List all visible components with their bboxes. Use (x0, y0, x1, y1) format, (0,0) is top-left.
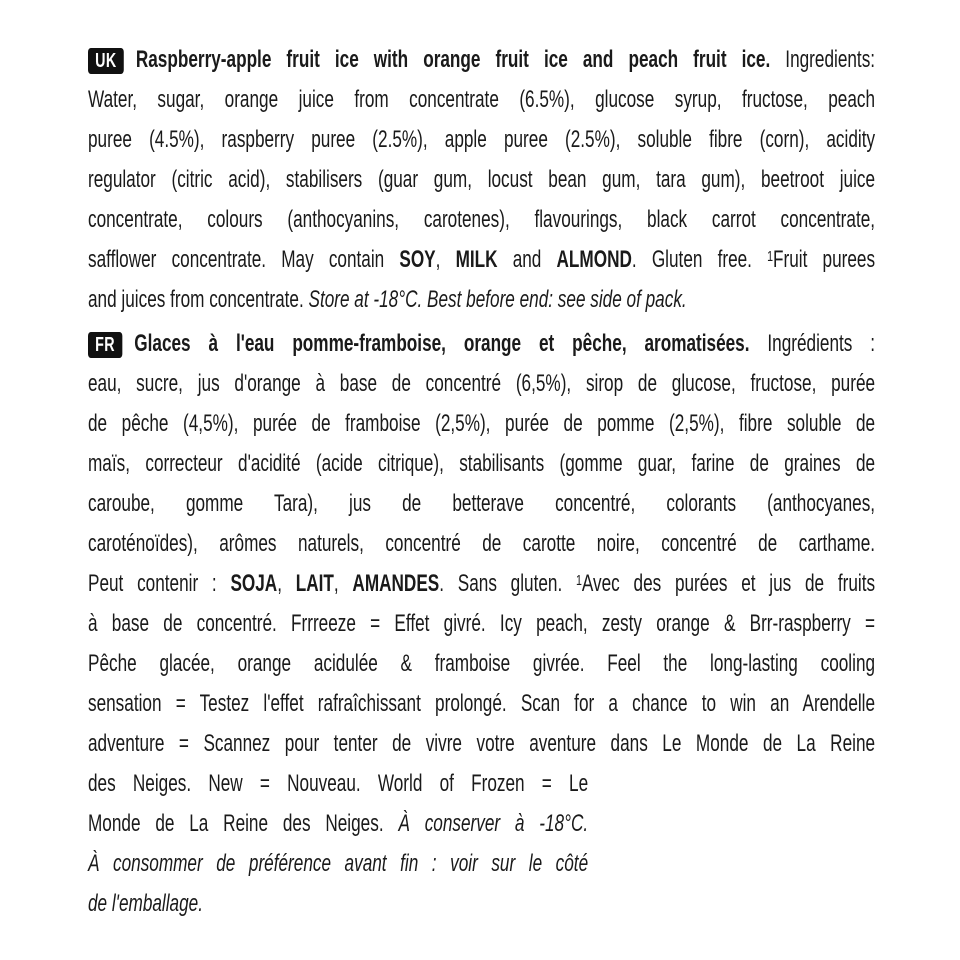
text-segment: de pêche (4,5%), purée de framboise (2,5%), purée de pomme (2,5%), fibre soluble de (88, 410, 876, 437)
text-segment: de l'emballage. (88, 890, 203, 917)
text-line (88, 844, 588, 884)
text-segment: Water, sugar, orange juice from concentrate (6.5%), glucose syrup, fructose, peach (88, 86, 876, 113)
text-segment: . Sans gluten. (439, 570, 576, 597)
text-segment: AMANDES (352, 570, 440, 597)
text-segment: Ingredients: (770, 46, 876, 73)
text-line (88, 604, 875, 644)
text-line (88, 524, 875, 564)
text-line (88, 564, 875, 604)
footnote-marker: 1 (575, 572, 582, 589)
text-line (88, 724, 875, 764)
text-segment: , (277, 570, 296, 597)
text-segment: maïs, correcteur d'acidité (acide citrique), stabilisants (gomme guar, farine de graines de (88, 450, 876, 477)
text-segment: Peut contenir : (88, 570, 231, 597)
text-line (88, 444, 875, 484)
text-segment: and juices from concentrate. (88, 286, 309, 313)
text-segment: adventure = Scannez pour tenter de vivre votre aventure dans Le Monde de La Reine (88, 730, 876, 757)
text-segment: . Gluten free. (631, 246, 768, 273)
ingredient-label (88, 40, 960, 924)
text-segment: Fruit purees (773, 246, 876, 273)
text-segment: sensation = Testez l'effet rafraîchissant prolongé. Scan for a chance to win an Arendelle (88, 690, 876, 717)
text-segment: Pêche glacée, orange acidulée & framboise givrée. Feel the long-lasting cooling (88, 650, 876, 677)
text-segment: SOJA (230, 570, 278, 597)
text-line (88, 280, 875, 320)
text-segment: à base de concentré. Frrreeze = Effet givré. Icy peach, zesty orange & Brr-raspberry = (88, 610, 876, 637)
text-segment: and (497, 246, 557, 273)
text-segment: puree (4.5%), raspberry puree (2.5%), apple puree (2.5%), soluble fibre (corn), acidity (88, 126, 876, 153)
text-line (88, 40, 875, 80)
text-segment: caroténoïdes), arômes naturels, concentré de carotte noire, concentré de carthame. (88, 530, 876, 557)
text-line (88, 684, 875, 724)
text-line (88, 324, 875, 364)
text-segment: des Neiges. New = Nouveau. World of Frozen = Le (88, 770, 589, 797)
text-line (88, 160, 875, 200)
language-badge-fr: FR (88, 332, 122, 358)
text-line (88, 200, 875, 240)
text-segment: regulator (citric acid), stabilisers (guar gum, locust bean gum, tara gum), beetroot juice (88, 166, 876, 193)
text-segment: ALMOND (556, 246, 632, 273)
ingredients-paragraph-fr (88, 324, 960, 924)
text-segment: caroube, gomme Tara), jus de betterave concentré, colorants (anthocyanes, (88, 490, 876, 517)
text-segment: À conserver à -18°C. (398, 810, 589, 837)
text-line (88, 644, 875, 684)
text-segment: eau, sucre, jus d'orange à base de concentré (6,5%), sirop de glucose, fructose, purée (88, 370, 876, 397)
text-segment: Glaces à l'eau pomme-framboise, orange et pêche, aromatisées. (134, 330, 750, 357)
text-line (88, 404, 875, 444)
text-line (88, 804, 588, 844)
text-segment: safflower concentrate. May contain (88, 246, 400, 273)
text-segment: LAIT (295, 570, 334, 597)
text-segment: À consommer de préférence avant fin : voir sur le côté (88, 850, 589, 877)
text-line (88, 764, 588, 804)
text-line (88, 364, 875, 404)
ingredients-paragraph-uk (88, 40, 960, 320)
text-line (88, 120, 875, 160)
text-segment: Store at -18°C. Best before end: see side of pack. (308, 286, 687, 313)
text-segment: SOY (399, 246, 436, 273)
text-segment: Ingrédients : (749, 330, 876, 357)
text-segment: Raspberry-apple fruit ice with orange fruit ice and peach fruit ice. (135, 46, 771, 73)
text-segment: Avec des purées et jus de fruits (581, 570, 876, 597)
text-line (88, 240, 875, 280)
text-segment: Monde de La Reine des Neiges. (88, 810, 399, 837)
text-line (88, 884, 588, 924)
text-segment: , (435, 246, 456, 273)
footnote-marker: 1 (767, 248, 774, 265)
text-segment: concentrate, colours (anthocyanins, carotenes), flavourings, black carrot concentrate, (88, 206, 876, 233)
language-badge-uk: UK (88, 48, 124, 74)
text-segment: MILK (455, 246, 498, 273)
text-line (88, 484, 875, 524)
text-line (88, 80, 875, 120)
text-segment: , (333, 570, 353, 597)
